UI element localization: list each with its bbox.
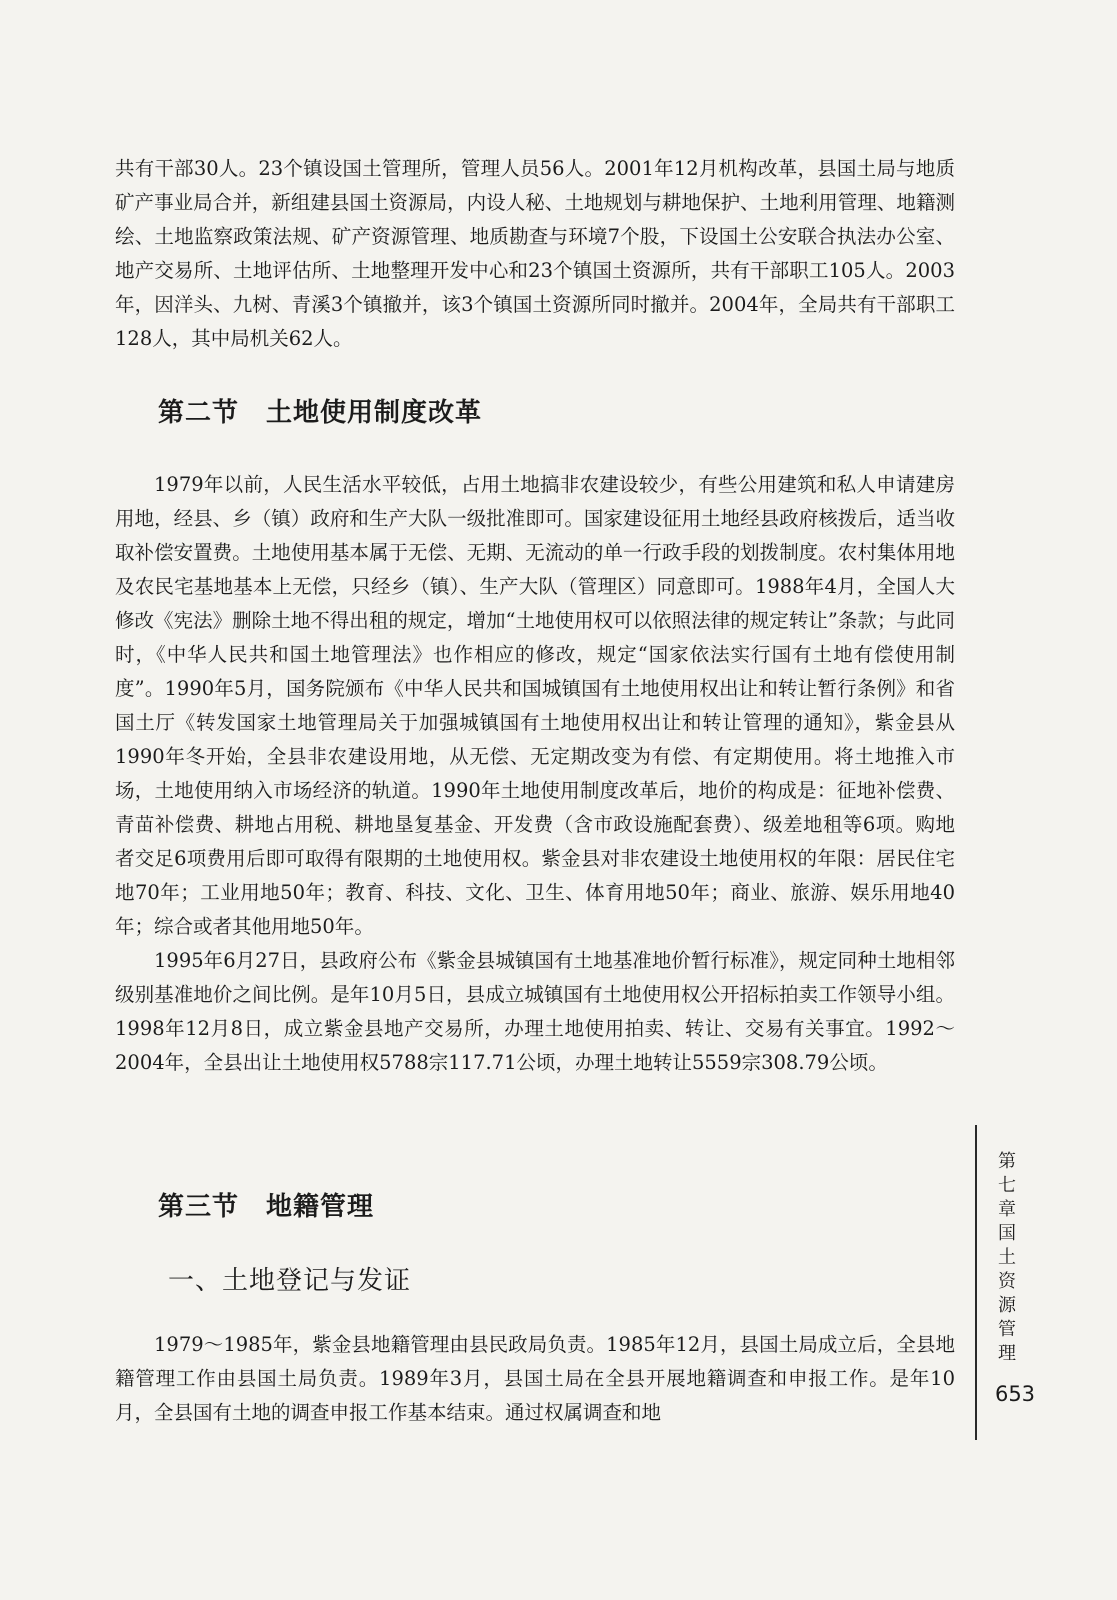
section2-body: [115, 468, 955, 1080]
section3-subheading: 一、土地登记与发证: [168, 1266, 412, 1296]
section3-heading: 第三节 地籍管理: [158, 1192, 375, 1222]
section2-paragraph-2: 1995年6月27日，县政府公布《紫金县城镇国有土地基准地价暂行标准》，规定同种土地相邻级别基准地价之间比例。是年10月5日，县成立城镇国有土地使用权公开招标拍卖工作领导小组。1998年12月8日，成立紫金县地产交易所，办理土地使用拍卖、转让、交易有关事宜。1992～2004年，全县出让土地使用权5788宗117.71公顷，办理土地转让5559宗308.79公顷。: [115, 949, 955, 1074]
section3-body: [115, 1328, 955, 1430]
section2-heading: 第二节 土地使用制度改革: [158, 398, 483, 428]
intro-paragraph: 共有干部30人。23个镇设国土管理所，管理人员56人。2001年12月机构改革，县国土局与地质矿产事业局合并，新组建县国土资源局，内设人秘、土地规划与耕地保护、土地利用管理、地籍测绘、土地监察政策法规、矿产资源管理、地质勘查与环境7个股，下设国土公安联合执法办公室、地产交易所、土地评估所、土地整理开发中心和23个镇国土资源所，共有干部职工105人。2003年，因洋头、九树、青溪3个镇撤并，该3个镇国土资源所同时撤并。2004年，全局共有干部职工128人，其中局机关62人。: [115, 157, 955, 350]
margin-rule: [975, 1125, 977, 1440]
section2-paragraph-1: 1979年以前，人民生活水平较低，占用土地搞非农建设较少，有些公用建筑和私人申请建房用地，经县、乡（镇）政府和生产大队一级批准即可。国家建设征用土地经县政府核拨后，适当收取补偿安置费。土地使用基本属于无偿、无期、无流动的单一行政手段的划拨制度。农村集体用地及农民宅基地基本上无偿，只经乡（镇）、生产大队（管理区）同意即可。1988年4月，全国人大修改《宪法》删除土地不得出租的规定，增加“土地使用权可以依照法律的规定转让”条款；与此同时，《中华人民共和国土地管理法》也作相应的修改，规定“国家依法实行国有土地有偿使用制度”。1990年5月，国务院颁布《中华人民共和国城镇国有土地使用权出让和转让暂行条例》和省国土厅《转发国家土地管理局关于加强城镇国有土地使用权出让和转让管理的通知》，紫金县从1990年冬开始，全县非农建设用地，从无偿、无定期改变为有偿、有定期使用。将土地推入市场，土地使用纳入市场经济的轨道。1990年土地使用制度改革后，地价的构成是：征地补偿费、青苗补偿费、耕地占用税、耕地垦复基金、开发费（含市政设施配套费）、级差地租等6项。购地者交足6项费用后即可取得有限期的土地使用权。紫金县对非农建设土地使用权的年限：居民住宅地70年；工业用地50年；教育、科技、文化、卫生、体育用地50年；商业、旅游、娱乐用地40年；综合或者其他用地50年。: [115, 473, 955, 938]
chapter-label: 第七章 国土资源管理: [998, 1151, 1034, 1364]
page-number: 653: [994, 1382, 1036, 1406]
intro-block: [115, 152, 955, 356]
section3-paragraph: 1979～1985年，紫金县地籍管理由县民政局负责。1985年12月，县国土局成立后，全县地籍管理工作由县国土局负责。1989年3月，县国土局在全县开展地籍调查和申报工作。是年10月，全县国有土地的调查申报工作基本结束。通过权属调查和地: [115, 1333, 955, 1424]
